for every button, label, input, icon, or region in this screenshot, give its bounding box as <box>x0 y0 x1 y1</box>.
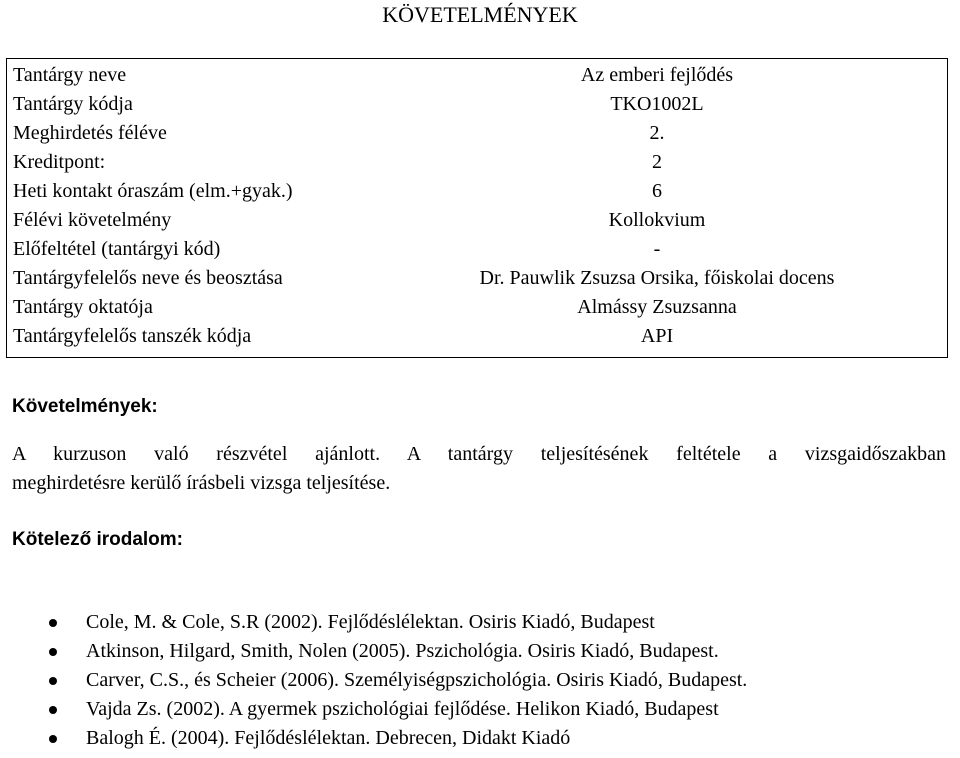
table-row <box>7 59 948 91</box>
row-value: TKO1002L <box>610 93 704 115</box>
table-row <box>7 177 948 206</box>
requirements-line-2: meghirdetésre kerülő írásbeli vizsga teljesítése. <box>12 472 391 494</box>
row-value: 2 <box>652 151 662 173</box>
row-label: Kreditpont: <box>13 151 106 173</box>
table-row <box>7 322 948 358</box>
table-row <box>7 90 948 119</box>
literature-heading: Kötelező irodalom: <box>12 529 184 550</box>
requirements-heading: Követelmények: <box>12 396 158 417</box>
row-label: Tantárgyfelelős tanszék kódja <box>13 325 252 347</box>
list-item <box>0 608 747 637</box>
list-item <box>0 695 747 724</box>
row-value: Almássy Zsuzsanna <box>577 296 737 318</box>
reference-text: Vajda Zs. (2002). A gyermek pszichológiai fejlődése. Helikon Kiadó, Budapest <box>86 698 719 720</box>
row-label: Félévi követelmény <box>13 209 172 231</box>
reference-text: Carver, C.S., és Scheier (2006). Személyiségpszichológia. Osiris Kiadó, Budapest. <box>86 669 748 691</box>
page-title: KÖVETELMÉNYEK <box>382 2 578 27</box>
bullet-icon <box>49 677 57 685</box>
bullet-icon <box>49 735 57 743</box>
table-row <box>7 119 948 148</box>
list-item <box>0 666 747 695</box>
requirements-text <box>12 440 946 498</box>
bullet-icon <box>49 706 57 714</box>
row-label: Heti kontakt óraszám (elm.+gyak.) <box>13 180 293 202</box>
row-value: 2. <box>649 122 665 144</box>
row-label: Tantárgyfelelős neve és beosztása <box>13 267 283 289</box>
reference-text: Cole, M. & Cole, S.R (2002). Fejlődéslélektan. Osiris Kiadó, Budapest <box>86 611 655 633</box>
table-row <box>7 293 948 322</box>
table-row <box>7 148 948 177</box>
literature-list <box>0 608 747 753</box>
list-item <box>0 724 747 753</box>
bullet-icon <box>49 619 57 627</box>
requirements-line-1: A kurzuson való részvétel ajánlott. A tantárgy teljesítésének feltétele a vizsgaidőszakban <box>12 443 946 465</box>
row-value: Kollokvium <box>608 209 706 231</box>
row-label: Tantárgy oktatója <box>13 296 153 318</box>
row-value: Dr. Pauwlik Zsuzsa Orsika, főiskolai docens <box>479 267 835 289</box>
row-label: Meghirdetés féléve <box>13 122 167 144</box>
row-label: Tantárgy neve <box>13 64 127 86</box>
row-value: API <box>640 325 674 347</box>
bullet-icon <box>49 648 57 656</box>
table-row <box>7 264 948 293</box>
row-value: Az emberi fejlődés <box>580 64 734 86</box>
row-value: - <box>653 238 661 260</box>
table-row <box>7 206 948 235</box>
row-label: Előfeltétel (tantárgyi kód) <box>13 238 221 260</box>
reference-text: Atkinson, Hilgard, Smith, Nolen (2005). Pszichológia. Osiris Kiadó, Budapest. <box>86 640 719 662</box>
course-info-table <box>6 58 948 358</box>
list-item <box>0 637 747 666</box>
row-value: 6 <box>652 180 662 202</box>
row-label: Tantárgy kódja <box>13 93 133 115</box>
table-row <box>7 235 948 264</box>
reference-text: Balogh É. (2004). Fejlődéslélektan. Debrecen, Didakt Kiadó <box>86 727 571 749</box>
